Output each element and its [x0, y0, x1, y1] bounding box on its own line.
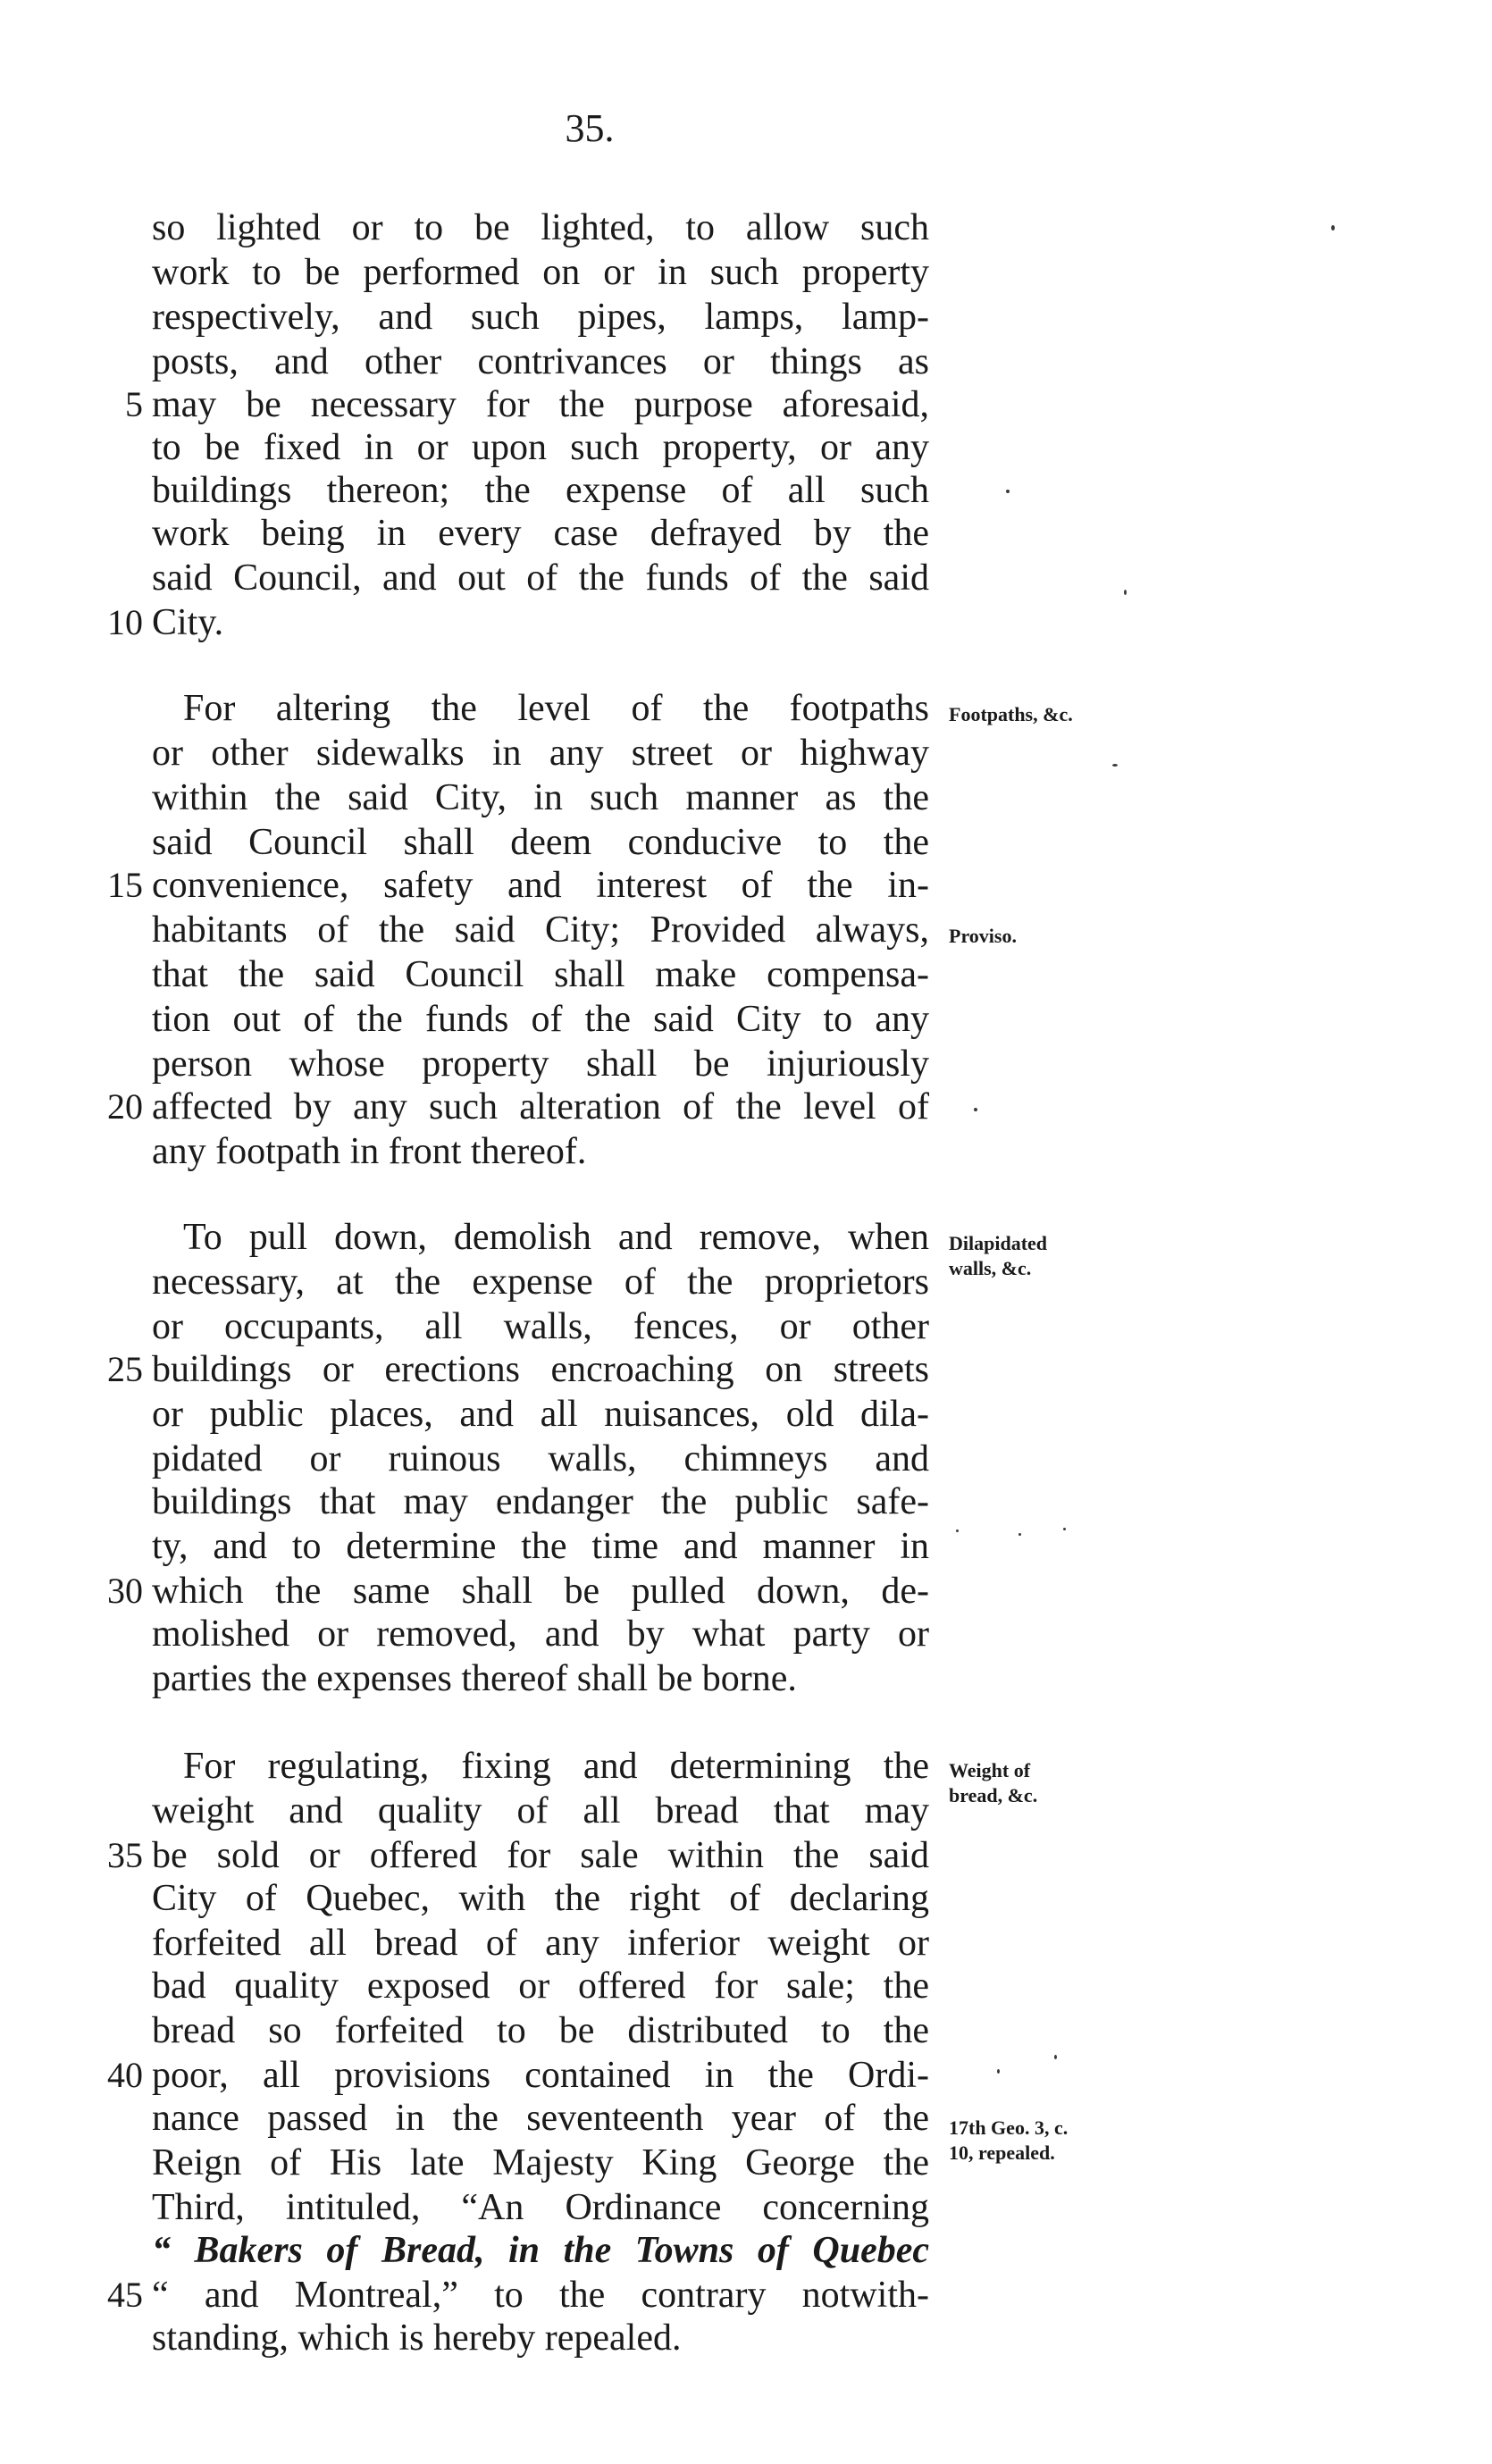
text-line: posts, and other contrivances or things as [152, 341, 929, 382]
margin-note: 17th Geo. 3, c. [949, 2116, 1069, 2139]
text-line: or public places, and all nuisances, old dila- [152, 1394, 929, 1435]
text-line: “ and Montreal,” to the contrary notwith- [152, 2275, 929, 2316]
text-line: within the said City, in such manner as the [152, 777, 929, 818]
text-line: “ Bakers of Bread, in the Towns of Quebec [152, 2230, 929, 2271]
text-line: that the said Council shall make compensa- [152, 954, 929, 995]
print-speck [1054, 2055, 1057, 2059]
text-line: affected by any such alteration of the level of [152, 1086, 929, 1127]
text-line: pidated or ruinous walls, chimneys and [152, 1438, 929, 1479]
margin-note: Proviso. [949, 925, 1017, 947]
text-line: nance passed in the seventeenth year of the [152, 2098, 929, 2139]
text-line: For altering the level of the footpaths [183, 688, 929, 729]
print-speck [997, 2069, 1000, 2074]
text-line: may be necessary for the purpose aforesaid, [152, 384, 929, 425]
line-number: 40 [107, 2055, 143, 2095]
text-line: any footpath in front thereof. [152, 1131, 587, 1172]
text-line: buildings that may endanger the public safe- [152, 1481, 929, 1522]
margin-note: bread, &c. [949, 1784, 1038, 1806]
text-line: forfeited all bread of any inferior weight or [152, 1923, 929, 1964]
print-speck [956, 1530, 959, 1532]
text-line: parties the expenses thereof shall be borne. [152, 1658, 797, 1699]
text-line: Third, intituled, “An Ordinance concerning [152, 2187, 929, 2228]
margin-note: Dilapidated [949, 1232, 1048, 1254]
text-line: work being in every case defrayed by the [152, 513, 929, 554]
line-number: 45 [107, 2275, 143, 2315]
text-line: City of Quebec, with the right of declaring [152, 1878, 929, 1919]
text-line: person whose property shall be injuriously [152, 1043, 929, 1085]
line-number: 30 [107, 1571, 143, 1611]
text-line: habitants of the said City; Provided always, [152, 909, 929, 951]
margin-note: walls, &c. [949, 1257, 1032, 1279]
text-line: respectively, and such pipes, lamps, lamp- [152, 297, 929, 338]
print-speck [1331, 225, 1335, 230]
text-line: necessary, at the expense of the proprietors [152, 1261, 929, 1303]
print-speck [1112, 764, 1118, 767]
text-line: work to be performed on or in such property [152, 252, 929, 293]
line-number: 25 [107, 1349, 143, 1389]
text-line: or other sidewalks in any street or highway [152, 733, 929, 774]
text-line: be sold or offered for sale within the said [152, 1835, 929, 1876]
text-line: or occupants, all walls, fences, or other [152, 1306, 929, 1347]
text-line: bad quality exposed or offered for sale; the [152, 1965, 929, 2007]
margin-note: 10, repealed. [949, 2141, 1055, 2164]
line-number: 10 [107, 602, 143, 642]
page-number: 35. [565, 106, 615, 150]
text-line: tion out of the funds of the said City to any [152, 999, 929, 1040]
text-line: said Council shall deem conducive to the [152, 822, 929, 863]
text-line: Reign of His late Majesty King George the [152, 2142, 929, 2183]
text-line: ty, and to determine the time and manner in [152, 1526, 929, 1567]
print-speck [1018, 1533, 1021, 1536]
text-line: said Council, and out of the funds of the said [152, 557, 929, 599]
text-line: convenience, safety and interest of the in- [152, 865, 929, 906]
print-speck [1124, 590, 1127, 595]
print-speck [974, 1108, 977, 1111]
margin-note: Footpaths, &c. [949, 703, 1073, 725]
print-speck [1063, 1528, 1066, 1530]
line-number: 35 [107, 1835, 143, 1875]
text-line: standing, which is hereby repealed. [152, 2317, 682, 2359]
line-number: 5 [125, 384, 143, 424]
text-line: For regulating, fixing and determining the [183, 1746, 929, 1787]
text-line: weight and quality of all bread that may [152, 1790, 929, 1831]
print-speck [1006, 490, 1010, 493]
text-line: to be fixed in or upon such property, or any [152, 427, 929, 468]
text-line: molished or removed, and by what party or [152, 1613, 929, 1655]
text-line: buildings thereon; the expense of all such [152, 470, 929, 511]
text-line: which the same shall be pulled down, de- [152, 1571, 929, 1612]
line-number: 15 [107, 865, 143, 905]
text-line: so lighted or to be lighted, to allow such [152, 207, 929, 248]
text-line: To pull down, demolish and remove, when [183, 1217, 929, 1258]
line-number: 20 [107, 1086, 143, 1127]
text-line: bread so forfeited to be distributed to the [152, 2010, 929, 2051]
margin-note: Weight of [949, 1759, 1031, 1781]
text-line: poor, all provisions contained in the Ordi- [152, 2055, 929, 2096]
text-line: buildings or erections encroaching on streets [152, 1349, 929, 1390]
text-line: City. [152, 602, 224, 643]
